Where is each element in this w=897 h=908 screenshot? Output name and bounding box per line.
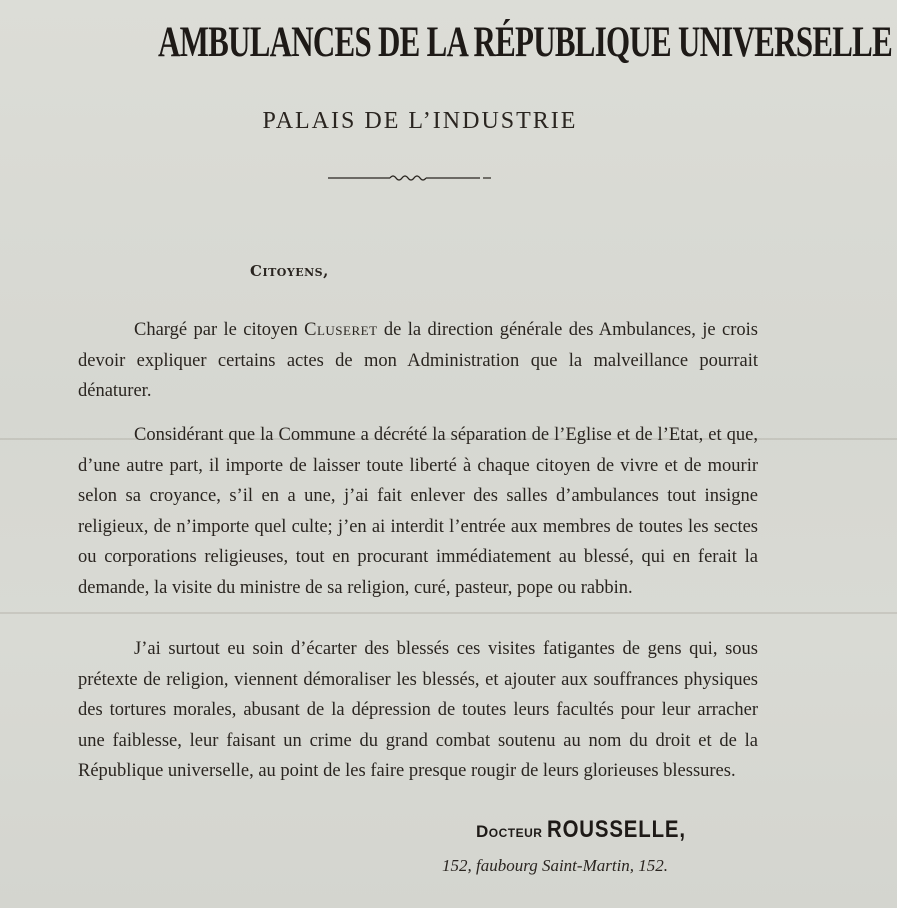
signature-name: ROUSSELLE, — [546, 816, 686, 843]
paragraph-3-text: J’ai surtout eu soin d’écarter des blessés ces visites fatigantes de gens qui, sous prétexte de religion, viennent démoraliser les blessés, et ajouter aux souffrances physiques des tortures morales, abusant de la dépression de toutes leurs facultés pour leur arracher une faiblesse, leur faisant un crime du grand combat soutenu au nom du droit et de la République universelle, au point de les faire presque rougir de leurs glorieuses blessures. — [78, 639, 758, 781]
signature-title: Docteur — [476, 822, 543, 841]
address: 152, faubourg Saint-Martin, 152. — [442, 856, 669, 875]
signature — [476, 816, 710, 844]
poster-subtitle: PALAIS DE L’INDUSTRIE — [262, 108, 578, 134]
paragraph-2 — [78, 420, 758, 603]
paragraph-1-before: Chargé par le citoyen — [134, 320, 305, 340]
paper-fold-line — [0, 612, 897, 614]
poster-title: AMBULANCES DE LA RÉPUBLIQUE UNIVERSELLE — [157, 19, 893, 66]
ornament-rule-icon — [328, 170, 493, 186]
name-cluseret: Cluseret — [304, 320, 378, 340]
paragraph-1-after: de la direction générale des Ambulances, je crois devoir expliquer certains actes de mon Administration que la malveillance pourrait dénaturer. — [78, 320, 758, 401]
paragraph-3 — [78, 634, 758, 787]
paragraph-1 — [78, 315, 758, 407]
paragraph-2-text: Considérant que la Commune a décrété la séparation de l’Eglise et de l’Etat, et que, d’une autre part, il importe de laisser toute liberté à chaque citoyen de vivre et de mourir selon sa croyance, s’il en a une, j’ai fait enlever des salles d’ambulances tout insigne religieux, de n’importe quel culte; j’en ai interdit l’entrée aux membres de toutes les sectes ou corporations religieuses, tout en procurant immédiatement au blessé, qui en ferait la demande, la visite du ministre de sa religion, curé, pasteur, pope ou rabbin. — [78, 425, 758, 598]
salutation: Citoyens, — [250, 262, 329, 280]
